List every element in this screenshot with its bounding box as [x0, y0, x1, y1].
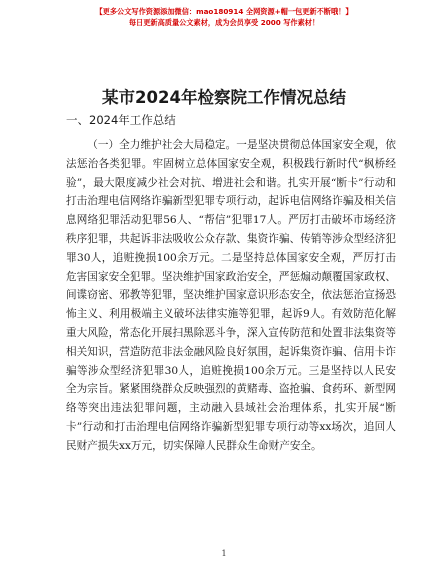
promo-line-2: 每日更新高质量公文素材，成为会员享受 2000 写作素材！ [128, 18, 320, 27]
document-body [66, 136, 396, 456]
body-paragraph: （一）全力维护社会大局稳定。一是坚决贯彻总体国家安全观，依法惩治各类犯罪。牢固树立总体国家安全观，积极践行新时代“枫桥经验”，最大限度减少社会对抗、增进社会和谐。扎实开展“断卡”行动和打击治理电信网络诈骗新型犯罪专项行动，起诉电信网络诈骗及相关信息网络犯罪活动犯罪56人、“帮信”犯罪17人。严厉打击破坏市场经济秩序犯罪，共起诉非法吸收公众存款、集资诈骗、传销等涉众型经济犯罪30人，追赃挽损100余万元。二是坚持总体国家安全观，严厉打击危害国家安全犯罪。坚决维护国家政治安全，严惩煽动颠覆国家政权、间谍窃密、邪教等犯罪，坚决维护国家意识形态安全，依法惩治宣扬恐怖主义、利用极端主义破坏法律实施等犯罪，起诉9人。有效防范化解重大风险，常态化开展扫黑除恶斗争，深入宣传防范和处置非法集资等相关知识，营造防范非法金融风险良好氛围，起诉集资诈骗、信用卡诈骗等涉众型经济犯罪30人，追赃挽损100余万元。三是坚持以人民安全为宗旨。紧紧围绕群众反映强烈的黄赌毒、盗抢骗、食药环、新型网络等突出违法犯罪问题，主动融入县域社会治理体系，扎实开展“断卡”行动和打击治理电信网络诈骗新型犯罪专项行动等xx场次，追回人民财产损失xx万元，切实保障人民群众生命财产安全。 [66, 139, 396, 452]
section-heading: 一、2024年工作总结 [66, 113, 176, 127]
promo-banner [0, 6, 448, 28]
document-title: 某市2024年检察院工作情况总结 [102, 88, 346, 107]
page-number: 1 [221, 549, 227, 558]
promo-line-1: 【更多公文写作资源添加微信：mao180914 全网资源+帽一包更新不断哦！】 [95, 7, 353, 16]
